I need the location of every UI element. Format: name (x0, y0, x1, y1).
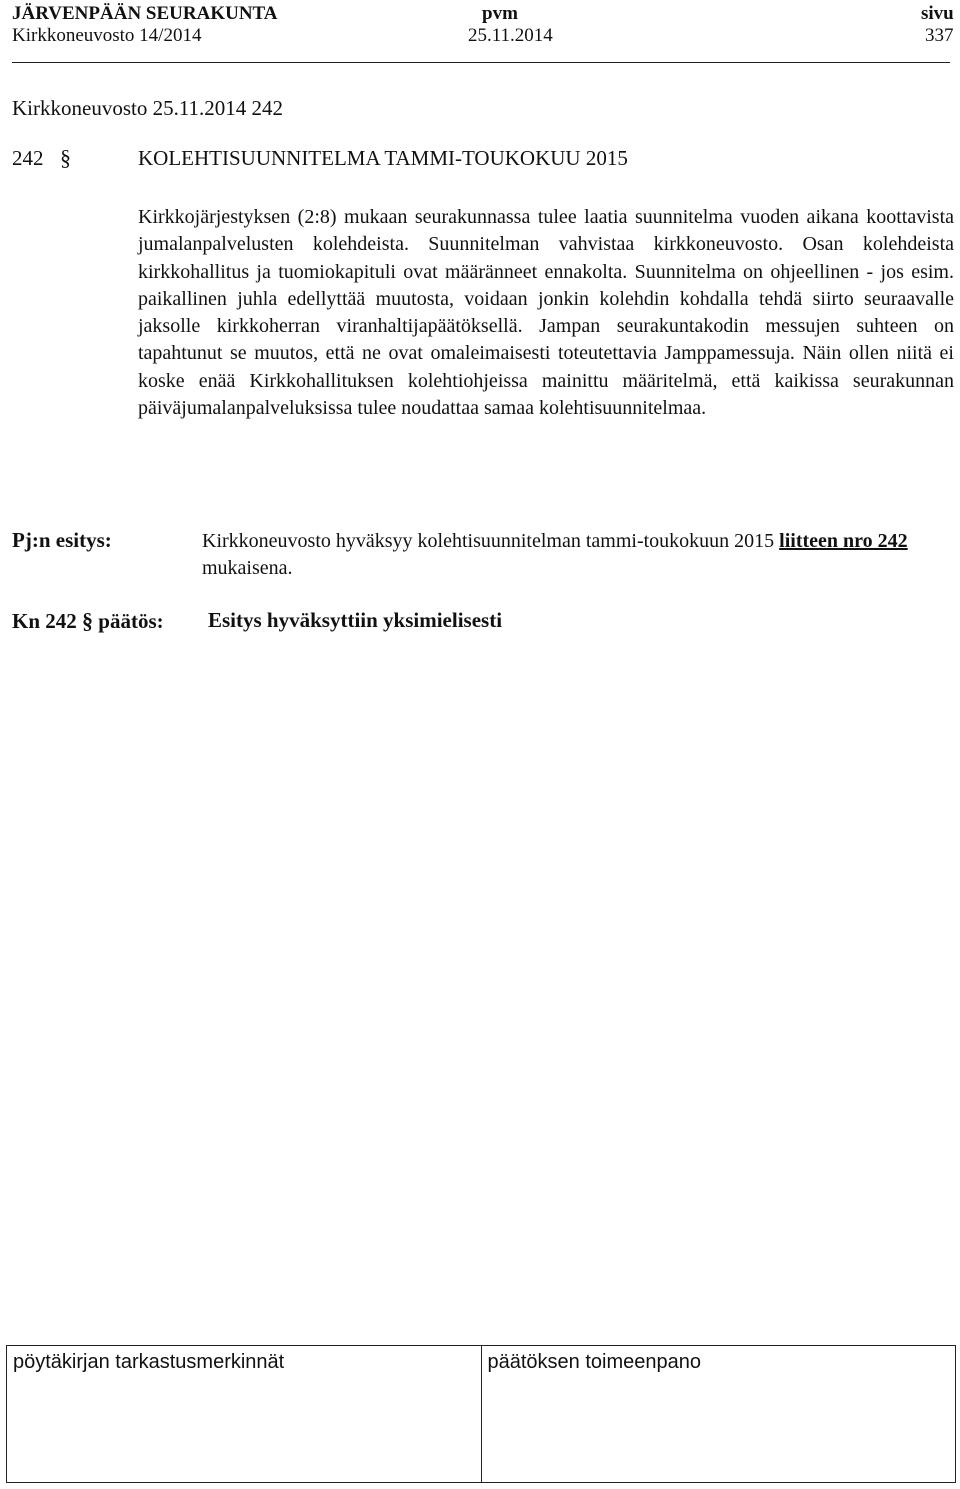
decision-section-symbol: § (82, 608, 94, 633)
section-title: KOLEHTISUUNNITELMA TAMMI-TOUKOKUU 2015 (138, 146, 628, 170)
footer-table (6, 1345, 956, 1483)
decision-text: Esitys hyväksyttiin yksimielisesti (208, 608, 503, 632)
decision-label-suffix: päätös: (98, 609, 164, 633)
organization-name: JÄRVENPÄÄN SEURAKUNTA (12, 3, 278, 24)
page-number: 337 (925, 25, 954, 46)
reference-line: Kirkkoneuvosto 25.11.2014 242 (12, 96, 284, 120)
page-label: sivu (921, 3, 954, 24)
section-symbol: § (60, 145, 71, 170)
meeting-date: 25.11.2014 (468, 25, 553, 46)
execution-cell: päätöksen toimeenpano (481, 1346, 956, 1482)
proposal-text-end: mukaisena. (202, 557, 293, 579)
header-divider (12, 62, 950, 63)
meeting-number: Kirkkoneuvosto 14/2014 (12, 25, 202, 46)
proposal-text-start: Kirkkoneuvosto hyväksyy kolehtisuunnitelman tammi-toukokuun 2015 (202, 530, 780, 552)
proposal-text (202, 528, 954, 582)
body-paragraph: Kirkkojärjestyksen (2:8) mukaan seurakunnassa tulee laatia suunnitelma vuoden aikana koottavista jumalanpalvelusten kolehdeista. Suunnitelman vahvistaa kirkkoneuvosto. Osan kolehdeista kirkkohallitus ja tuomiokapituli ovat määränneet ennakolta. Suunnitelma on ohjeellinen - jos esim. paikallinen juhla edellyttää muutosta, voidaan jonkin kolehdin kohdalla tehdä siirto seuraavalle jaksolle kirkkoherran viranhaltijapäätöksellä. Jampan seurakuntakodin messujen suhteen on tapahtunut se muutos, että ne ovat omaleimaisesti toteutettavia Jamppamessuja. Näin ollen niitä ei koske enää Kirkkohallituksen kolehtiohjeissa mainittu määritelmä, että kaikissa seurakunnan päiväjumalanpalveluksissa tulee noudattaa samaa kolehtisuunnitelmaa. (138, 206, 954, 420)
proposal-label: Pj:n esitys: (12, 528, 112, 552)
review-notes-cell: pöytäkirjan tarkastusmerkinnät (13, 1351, 285, 1373)
decision-label (12, 608, 164, 634)
attachment-link[interactable]: liitteen nro 242 (779, 530, 908, 552)
section-number: 242 (12, 146, 44, 170)
decision-label-prefix: Kn 242 (12, 609, 77, 633)
date-label: pvm (482, 3, 518, 24)
